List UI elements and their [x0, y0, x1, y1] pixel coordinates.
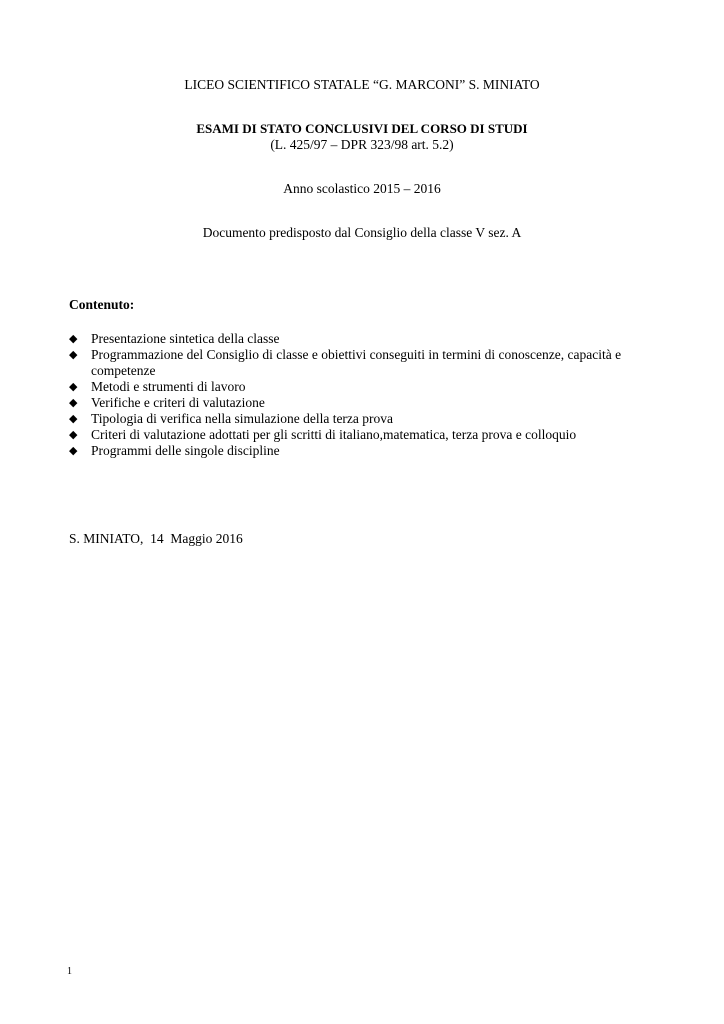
page-number: 1 [67, 966, 72, 977]
list-item [69, 347, 639, 379]
place-and-date: S. MINIATO, 14 Maggio 2016 [69, 531, 243, 546]
list-item-text: Programmazione del Consiglio di classe e obiettivi conseguiti in termini di conoscenze, capacità e competenze [91, 347, 622, 378]
diamond-bullet-icon: ◆ [69, 429, 78, 441]
exam-law-reference: (L. 425/97 – DPR 323/98 art. 5.2) [270, 137, 454, 152]
list-item [69, 379, 639, 395]
diamond-bullet-icon: ◆ [69, 349, 78, 361]
contents-list [69, 331, 639, 459]
diamond-bullet-icon: ◆ [69, 413, 78, 425]
exam-title: ESAMI DI STATO CONCLUSIVI DEL CORSO DI STUDI [196, 121, 528, 136]
list-item-text: Tipologia di verifica nella simulazione della terza prova [91, 411, 394, 426]
document-note: Documento predisposto dal Consiglio della classe V sez. A [202, 225, 522, 240]
school-year: Anno scolastico 2015 – 2016 [283, 181, 441, 196]
school-name: LICEO SCIENTIFICO STATALE “G. MARCONI” S. MINIATO [184, 77, 540, 92]
list-item-text: Programmi delle singole discipline [91, 443, 280, 458]
list-item [69, 443, 639, 459]
diamond-bullet-icon: ◆ [69, 381, 78, 393]
list-item [69, 427, 639, 443]
list-item [69, 395, 639, 411]
list-item [69, 331, 639, 347]
list-item-text: Verifiche e criteri di valutazione [91, 395, 265, 410]
list-item-text: Criteri di valutazione adottati per gli scritti di italiano,matematica, terza prova e colloquio [91, 427, 577, 442]
diamond-bullet-icon: ◆ [69, 445, 78, 457]
list-item [69, 411, 639, 427]
contents-heading: Contenuto: [69, 297, 135, 312]
list-item-text: Metodi e strumenti di lavoro [91, 379, 246, 394]
diamond-bullet-icon: ◆ [69, 333, 78, 345]
list-item-text: Presentazione sintetica della classe [91, 331, 280, 346]
diamond-bullet-icon: ◆ [69, 397, 78, 409]
